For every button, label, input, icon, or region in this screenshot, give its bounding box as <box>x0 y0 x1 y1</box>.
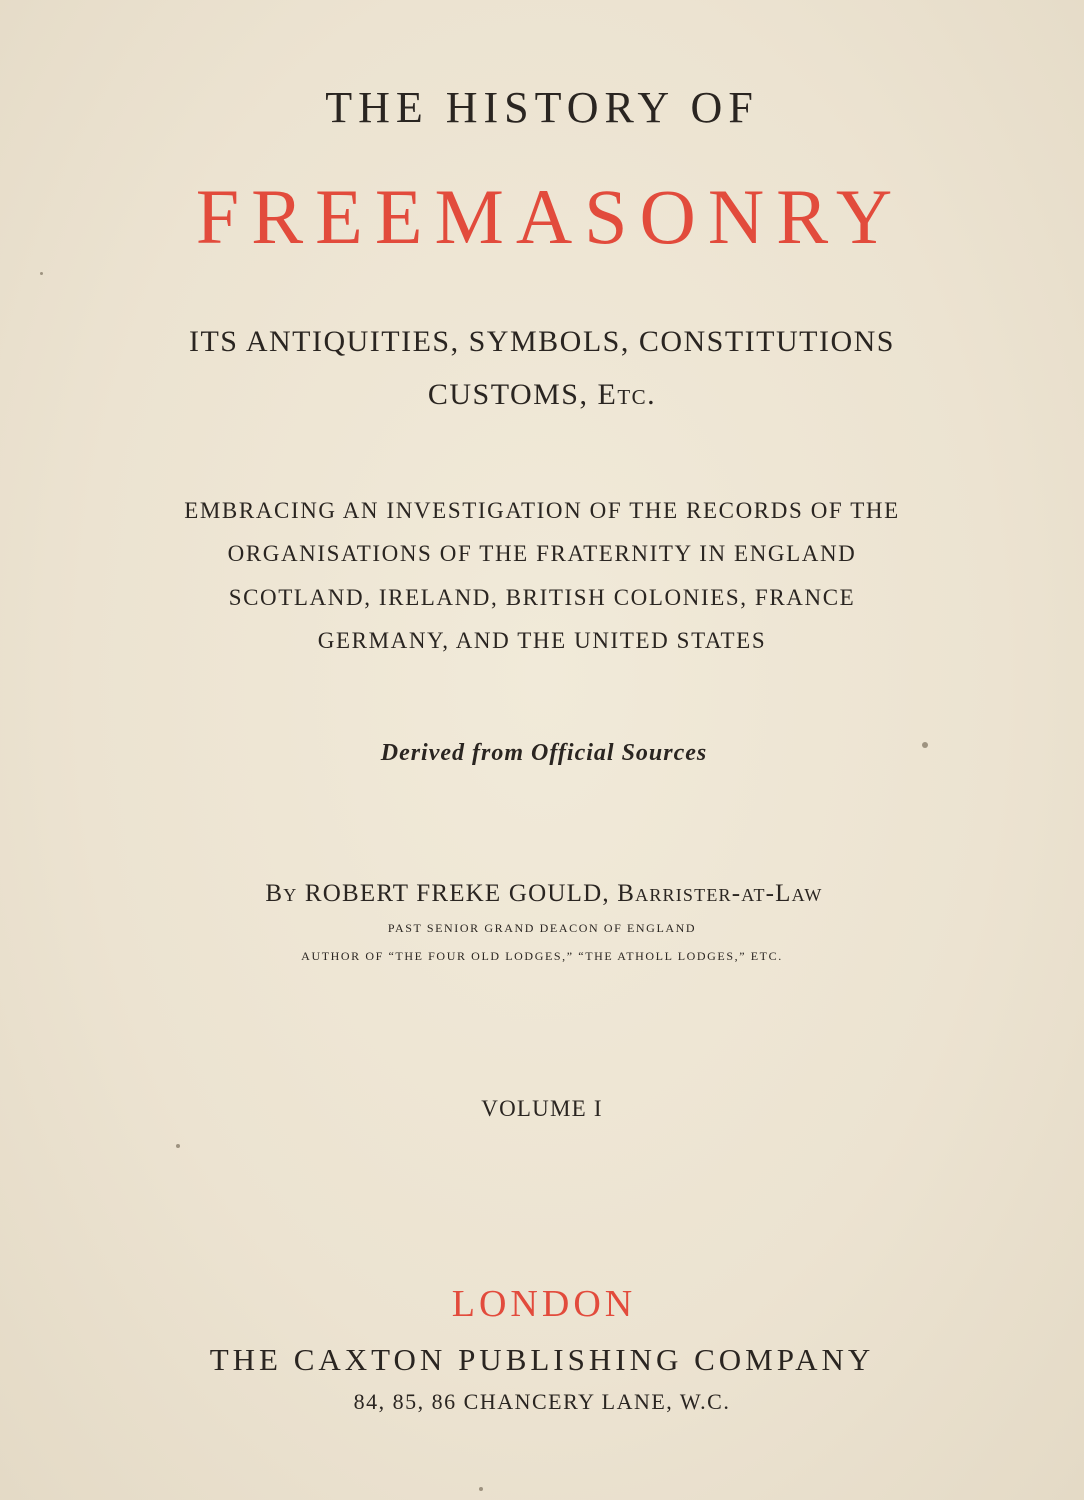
author-by: By <box>265 880 298 907</box>
author-name: ROBERT FREKE GOULD, <box>304 880 610 907</box>
author-detail-2: AUTHOR OF “THE FOUR OLD LODGES,” “THE ATHOLL LODGES,” ETC. <box>301 949 783 963</box>
paper-speck <box>40 272 43 275</box>
paper-speck <box>479 1487 483 1491</box>
subtitle-customs: CUSTOMS, <box>427 378 589 411</box>
paper-speck <box>922 742 928 748</box>
main-title: FREEMASONRY <box>195 173 905 260</box>
city-name: LONDON <box>451 1283 637 1325</box>
sources-note: Derived from Official Sources <box>380 740 708 766</box>
title-top-line: THE HISTORY OF <box>325 83 759 132</box>
subtitle-etc: Etc. <box>597 378 657 411</box>
embracing-line-2: ORGANISATIONS OF THE FRATERNITY IN ENGLAND <box>227 541 857 566</box>
publisher-name: THE CAXTON PUBLISHING COMPANY <box>209 1342 875 1377</box>
subtitle-line-1: ITS ANTIQUITIES, SYMBOLS, CONSTITUTIONS <box>188 325 895 358</box>
paper-speck <box>176 1144 180 1148</box>
embracing-line-1: EMBRACING AN INVESTIGATION OF THE RECORDS OF THE <box>184 498 900 523</box>
author-title: Barrister-at-Law <box>617 880 823 907</box>
author-line <box>2 880 1084 908</box>
volume-label: VOLUME I <box>481 1096 603 1121</box>
author-detail-1: PAST SENIOR GRAND DEACON OF ENGLAND <box>387 921 697 935</box>
embracing-line-4: GERMANY, AND THE UNITED STATES <box>317 628 767 653</box>
embracing-line-3: SCOTLAND, IRELAND, BRITISH COLONIES, FRANCE <box>228 585 856 610</box>
subtitle-line-2 <box>0 378 1084 412</box>
publisher-address: 84, 85, 86 CHANCERY LANE, W.C. <box>353 1389 731 1414</box>
